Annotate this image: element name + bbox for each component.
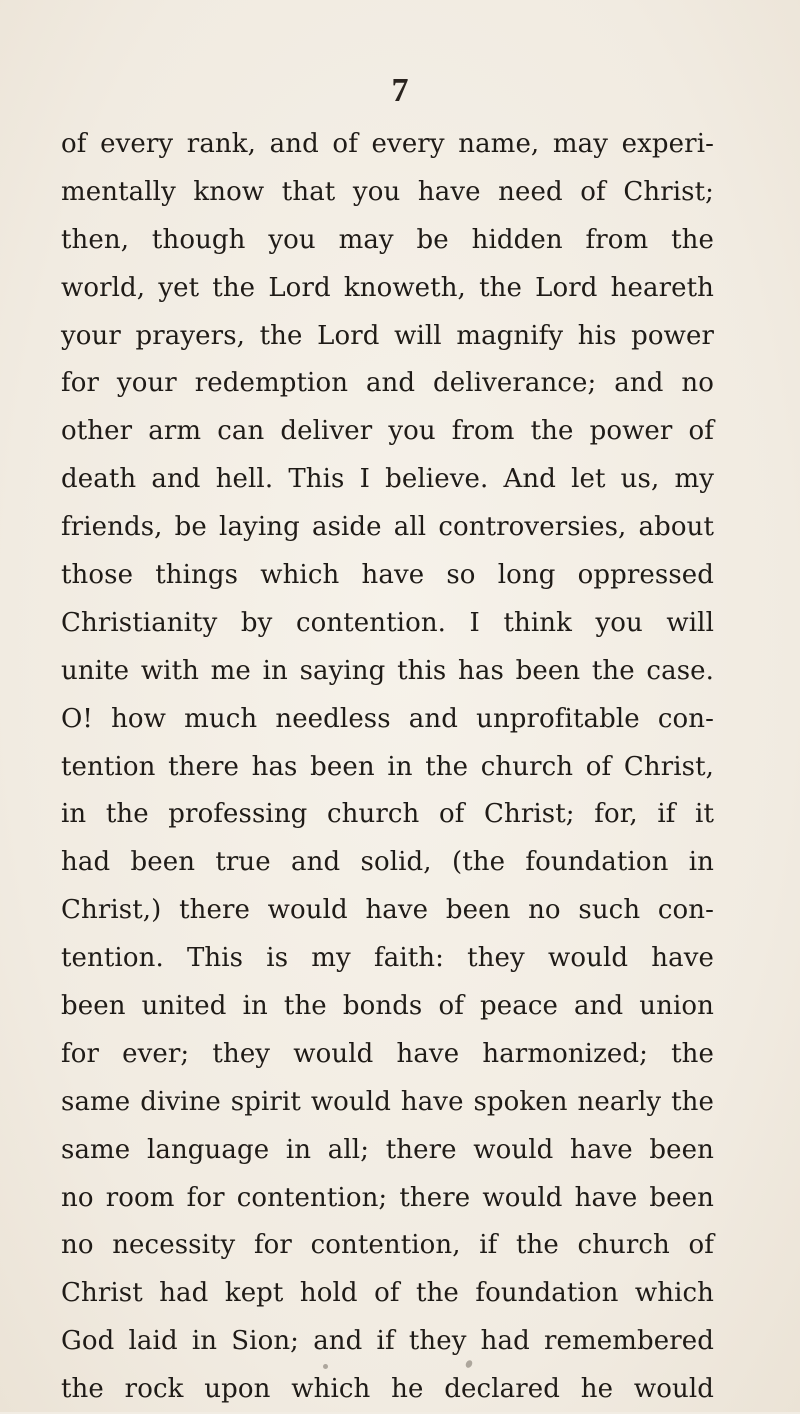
body-text [61,121,714,1414]
paper-speck [323,1364,328,1369]
text-line: been united in the bonds of peace and union [61,991,714,1022]
text-line: those things which have so long oppressed [61,560,714,591]
text-line: Christ,) there would have been no such con- [61,895,714,926]
text-line: O! how much needless and unprofitable con- [61,703,714,734]
text-line: then, though you may be hidden from the [61,224,714,255]
text-line: Christianity by contention. I think you will [61,607,714,638]
text-line: same divine spirit would have spoken nearly the [61,1086,714,1117]
text-line: friends, be laying aside all controversies, about [61,512,714,543]
text-line: for your redemption and deliverance; and no [61,368,714,399]
text-line: God laid in Sion; and if they had remembered [61,1326,714,1357]
text-line: for ever; they would have harmonized; the [61,1038,714,1069]
text-line: same language in all; there would have been [61,1134,714,1165]
text-line: mentally know that you have need of Christ; [61,176,714,207]
page-number: 7 [391,72,409,109]
text-line: of every rank, and of every name, may experi- [61,129,714,159]
text-line: no necessity for contention, if the church of [61,1230,714,1261]
text-line: the rock upon which he declared he would [61,1374,714,1405]
text-line: had been true and solid, (the foundation in [61,847,714,878]
text-line: no room for contention; there would have been [61,1182,714,1213]
paper-speck [464,1359,473,1369]
text-line: in the professing church of Christ; for, if it [61,799,714,830]
text-line: your prayers, the Lord will magnify his power [61,320,714,351]
text-line: tention there has been in the church of Christ, [61,751,714,782]
text-line: other arm can deliver you from the power of [61,416,714,447]
paper-specks [0,1352,800,1382]
text-line: death and hell. This I believe. And let us, my [61,464,714,495]
text-line: world, yet the Lord knoweth, the Lord heareth [61,272,714,303]
text-line: tention. This is my faith: they would have [61,943,714,974]
text-line: unite with me in saying this has been the case. [61,655,714,686]
text-line: Christ had kept hold of the foundation which [61,1278,714,1309]
